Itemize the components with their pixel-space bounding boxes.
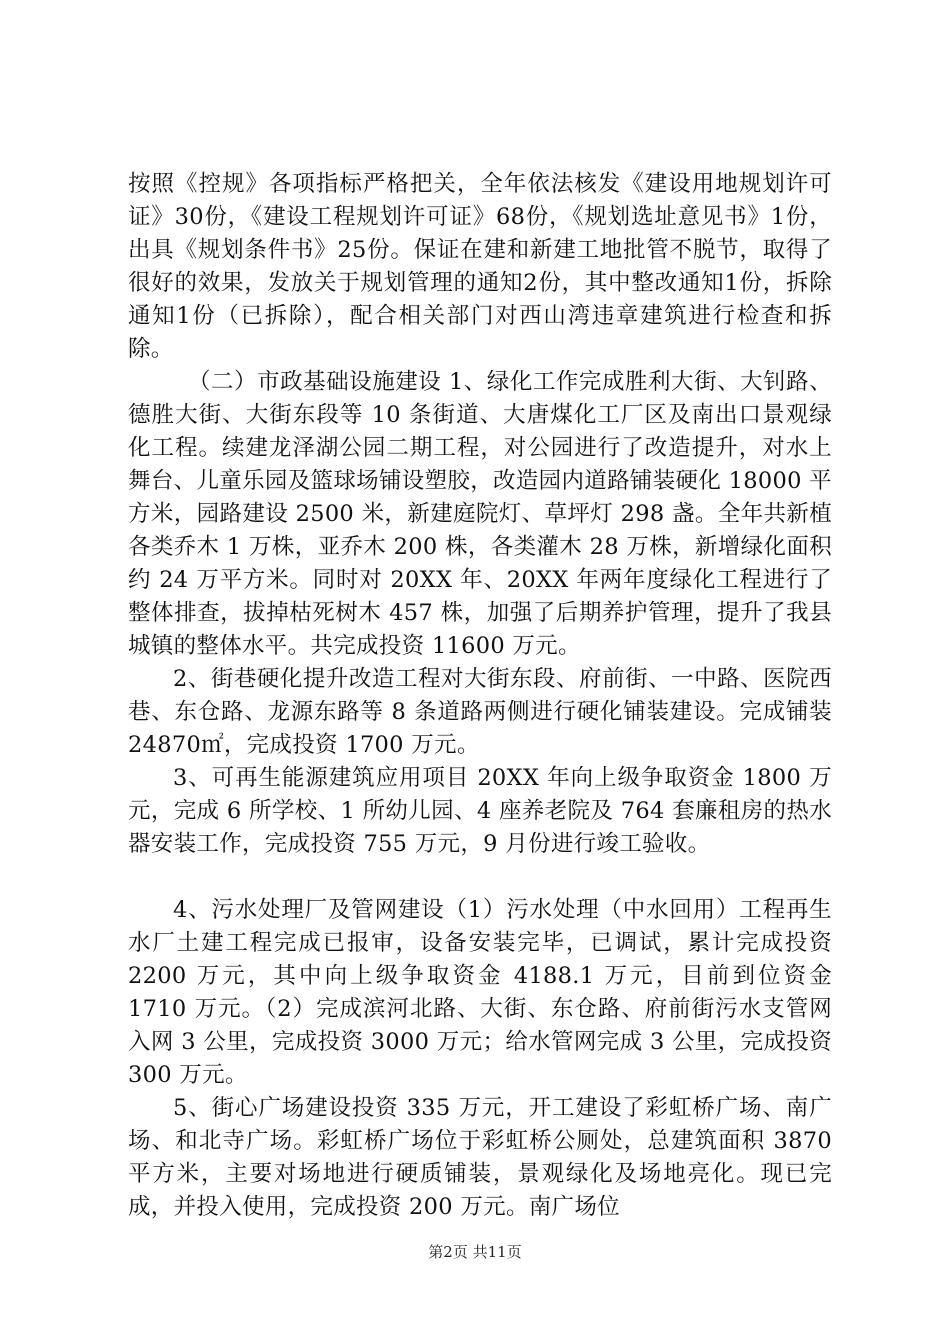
- paragraph-sewage-treatment: 4、污水处理厂及管网建设（1）污水处理（中水回用）工程再生水厂土建工程完成已报审，设备安装完毕，已调试，累计完成投资 2200 万元，其中向上级争取资金 4188.1 万元，目前到位资金 1710 万元。（2）完成滨河北路、大街、东仓路、府前街污水支管网入网 3 公里，完成投资 3000 万元；给水管网完成 3 公里，完成投资 300 万元。: [128, 897, 832, 1088]
- paragraph-street-plazas: 5、街心广场建设投资 335 万元，开工建设了彩虹桥广场、南广场、和北寺广场。彩虹桥广场位于彩虹桥公厕处，总建筑面积 3870 平方米，主要对场地进行硬质铺装，景观绿化及场地亮化。现已完成，并投入使用，完成投资 200 万元。南广场位: [128, 1095, 832, 1220]
- page-number-footer: 第2页 共11页: [428, 1243, 522, 1261]
- paragraph-renewable-energy: 3、可再生能源建筑应用项目 20XX 年向上级争取资金 1800 万元，完成 6 所学校、1 所幼儿园、4 座养老院及 764 套廉租房的热水器安装工作，完成投资 755 万元，9 月份进行竣工验收。: [128, 765, 832, 857]
- paragraph-street-hardening: 2、街巷硬化提升改造工程对大街东段、府前街、一中路、医院西巷、东仓路、龙源东路等 8 条道路两侧进行硬化铺装建设。完成铺装 24870㎡，完成投资 1700 万元。: [128, 666, 832, 758]
- paragraph-planning-permits: 按照《控规》各项指标严格把关，全年依法核发《建设用地规划许可证》30份，《建设工程规划许可证》68份，《规划选址意见书》1份，出具《规划条件书》25份。保证在建和新建工地批管不脱节，取得了很好的效果，发放关于规划管理的通知2份，其中整改通知1份，拆除通知1份（已拆除），配合相关部门对西山湾违章建筑进行检查和拆除。: [128, 171, 832, 362]
- paragraph-municipal-greening: （二）市政基础设施建设 1、绿化工作完成胜利大街、大钊路、德胜大街、大街东段等 10 条街道、大唐煤化工厂区及南出口景观绿化工程。续建龙泽湖公园二期工程，对公园进行了改造提升，对水上舞台、儿童乐园及篮球场铺设塑胶，改造园内道路铺装硬化 18000 平方米，园路建设 2500 米，新建庭院灯、草坪灯 298 盏。全年共新植各类乔木 1 万株，亚乔木 200 株，各类灌木 28 万株，新增绿化面积约 24 万平方米。同时对 20XX 年、20XX 年两年度绿化工程进行了整体排查，拔掉枯死树木 457 株，加强了后期养护管理，提升了我县城镇的整体水平。共完成投资 11600 万元。: [128, 369, 832, 659]
- document-body: [128, 168, 832, 1224]
- paragraph-spacer: [128, 861, 832, 894]
